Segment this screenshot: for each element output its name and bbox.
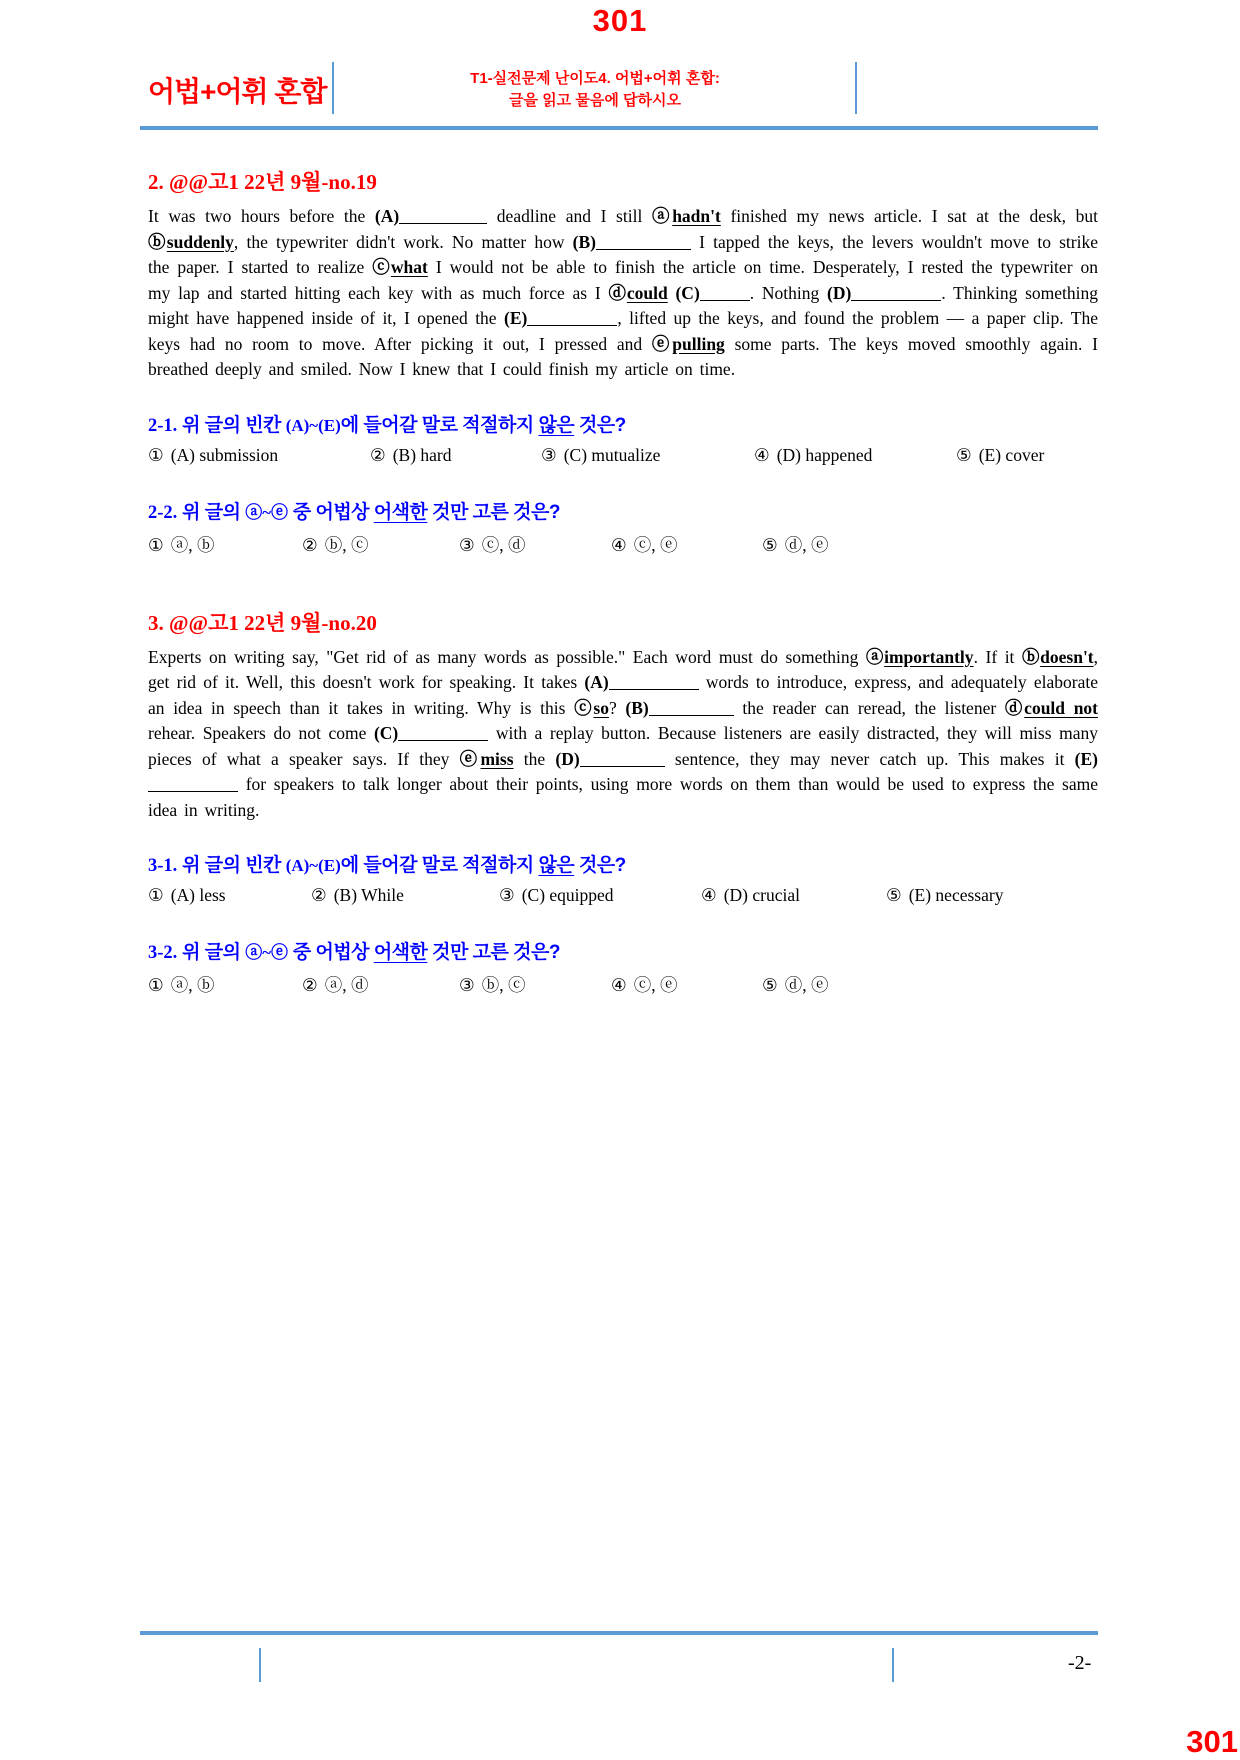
answer-option — [148, 445, 370, 466]
option-number-mark: ⑤ — [956, 444, 972, 465]
text-segment: 위 글의 — [177, 501, 246, 523]
blank-underline — [596, 234, 691, 250]
text-segment: . Thinking something might have happened inside of it, I opened the — [148, 282, 1099, 328]
answer-option — [541, 445, 754, 466]
option-text: ⓒ, ⓓ — [481, 534, 526, 555]
text-segment: finished my news article. I sat at the desk, but — [720, 206, 1098, 226]
page-number-top: 301 — [592, 3, 648, 38]
subquestion-3-2-heading — [148, 937, 1098, 964]
option-text: ⓐ, ⓑ — [170, 975, 215, 995]
answer-option — [148, 532, 302, 557]
option-number-mark: ④ — [701, 885, 717, 905]
option-number-mark: ② — [302, 534, 318, 555]
text-segment: for speakers to talk longer about their points, using more words on them than would be used to express the same idea in writing. — [148, 774, 1098, 820]
header-subtitle — [375, 68, 815, 112]
blank-label: (D) — [555, 748, 580, 769]
subquestion-2-1-label: 2-1. — [148, 415, 178, 436]
option-number-mark: ① — [148, 444, 164, 465]
option-text: ⓒ, ⓔ — [633, 975, 678, 995]
subquestion-3-1-label: 3-1. — [148, 856, 178, 876]
answer-option — [459, 972, 611, 997]
blank-underline — [527, 310, 617, 326]
text-segment: some parts. The keys moved smoothly again. I breathed deeply and smiled. Now I knew that I could finish my article on time. — [148, 333, 1098, 379]
header-rule — [140, 126, 1098, 130]
worksheet-content — [148, 170, 1098, 997]
blank-label: (C) — [675, 282, 700, 303]
underlined-word: suddenly — [166, 231, 234, 252]
subquestion-3-1-heading — [148, 850, 1098, 877]
text-segment: , get rid of it. Well, this doesn't work for speaking. It takes — [148, 646, 1099, 692]
text-segment: 위 글의 — [177, 942, 246, 963]
circled-letter-mark: ⓑ — [148, 231, 167, 252]
blank-label: (D) — [827, 282, 852, 303]
text-segment: deadline and I still — [487, 206, 652, 226]
answer-option — [459, 532, 611, 557]
subquestion-2-1-prompt — [177, 415, 625, 436]
text-segment: 에 들어갈 말로 적절하지 — [340, 855, 539, 876]
circled-letter-mark: ⓑ — [1021, 646, 1041, 667]
option-text: (C) equipped — [521, 885, 614, 905]
option-text: ⓑ, ⓒ — [481, 975, 526, 995]
text-segment: with a replay button. Because listeners are easily distracted, they will miss many pieces of what a speaker says. If they — [148, 723, 1098, 769]
text-segment: 것만 고른 것은? — [427, 942, 560, 963]
underlined-keyword: 않은 — [538, 855, 575, 876]
text-segment: words to introduce, express, and adequately elaborate an idea in speech than it takes in writing. Why is this — [148, 672, 1099, 718]
blank-underline — [649, 700, 734, 716]
text-segment: 중 어법상 — [288, 501, 374, 523]
underlined-word: hadn't — [672, 206, 721, 226]
text-segment: . If it — [973, 646, 1022, 667]
circled-letter-mark: ⓔ — [459, 748, 481, 769]
option-number-mark: ④ — [611, 534, 627, 555]
option-text: (B) hard — [392, 444, 452, 465]
answer-option — [370, 445, 541, 466]
blank-label: (E) — [504, 308, 528, 328]
option-number-mark: ① — [148, 885, 164, 905]
option-text: (C) mutualize — [563, 444, 661, 465]
subquestion-2-2-options — [148, 532, 1098, 557]
answer-option — [754, 445, 956, 466]
question-2-passage — [148, 204, 1098, 383]
blank-underline — [851, 285, 941, 301]
text-segment: 것은? — [574, 855, 626, 876]
header-divider-bar-right — [855, 62, 857, 114]
subquestion-2-1-options — [148, 445, 1098, 466]
underlined-word: miss — [480, 748, 514, 769]
text-segment: , lifted up the keys, and found the problem — a paper clip. The keys had no room to move. After picking it out, I pressed and — [148, 308, 1098, 354]
underlined-word: could — [626, 282, 668, 303]
text-segment: It was two hours before the — [148, 206, 375, 226]
question-2-title: 2. @@고1 22년 9월-no.19 — [148, 170, 377, 194]
underlined-word: doesn't — [1040, 646, 1094, 667]
subquestion-3-2-options — [148, 972, 1098, 997]
text-segment: 에 들어갈 말로 적절하지 — [340, 414, 539, 436]
header-subtitle-line1: T1-실전문제 난이도4. 어법+어휘 혼합: — [470, 70, 720, 87]
blank-label: (A) — [584, 672, 609, 692]
underlined-word: could not — [1024, 697, 1099, 718]
blank-underline — [399, 208, 487, 224]
subquestion-3-2-prompt — [177, 942, 560, 963]
text-segment: 위 글의 빈칸 — [177, 855, 286, 876]
latin-range-label: ⓐ~ⓔ — [245, 502, 289, 522]
header-divider-bar-left — [332, 62, 334, 114]
answer-option — [311, 885, 499, 906]
circled-letter-mark: ⓓ — [608, 282, 627, 303]
blank-label: (E) — [1074, 748, 1098, 769]
latin-range-label: (A)~(E) — [285, 856, 341, 875]
option-text: (D) happened — [776, 444, 873, 465]
option-number-mark: ③ — [499, 885, 515, 905]
text-segment: I tapped the keys, the levers wouldn't move to strike the paper. I started to realize — [148, 231, 1098, 277]
answer-option — [499, 885, 701, 906]
answer-option — [148, 885, 311, 906]
option-number-mark: ③ — [541, 444, 557, 465]
footer-rule — [140, 1631, 1098, 1635]
subquestion-2-2-label: 2-2. — [148, 502, 178, 523]
blank-label: (B) — [625, 697, 649, 718]
blank-underline — [609, 674, 699, 690]
answer-option — [302, 972, 459, 997]
subquestion-2-1-heading — [148, 410, 1098, 437]
answer-option — [302, 532, 459, 557]
answer-option — [611, 532, 762, 557]
blank-label: (C) — [373, 723, 399, 743]
text-segment: , the typewriter didn't work. No matter how — [233, 231, 573, 252]
option-text: ⓐ, ⓓ — [324, 975, 369, 995]
text-segment: 중 어법상 — [288, 942, 374, 963]
text-segment: Experts on writing say, "Get rid of as many words as possible." Each word must do something — [148, 646, 866, 667]
option-number-mark: ② — [370, 444, 386, 465]
footer-page-number: -2- — [1068, 1652, 1092, 1674]
circled-letter-mark: ⓔ — [651, 333, 673, 354]
header-section-title: 어법+어휘 혼합 — [148, 76, 327, 107]
subquestion-3-1-prompt — [177, 855, 625, 876]
blank-label: (B) — [572, 231, 596, 252]
blank-underline — [580, 751, 665, 767]
underlined-word: so — [593, 697, 609, 718]
option-number-mark: ③ — [459, 534, 475, 555]
option-text: ⓓ, ⓔ — [784, 975, 829, 995]
header-subtitle-line2: 글을 읽고 물음에 답하시오 — [509, 92, 681, 109]
underlined-keyword: 어색한 — [373, 942, 428, 963]
option-number-mark: ① — [148, 534, 164, 555]
circled-letter-mark: ⓒ — [574, 697, 594, 718]
option-number-mark: ① — [148, 975, 164, 995]
option-number-mark: ④ — [611, 975, 627, 995]
question-3-passage — [148, 645, 1098, 824]
underlined-word: pulling — [672, 333, 725, 354]
option-text: (D) crucial — [723, 885, 800, 905]
circled-letter-mark: ⓓ — [1004, 697, 1025, 718]
footer-divider-bar-right — [892, 1648, 894, 1682]
subquestion-3-2-label: 3-2. — [148, 943, 178, 963]
text-segment: I would not be able to finish the article on time. Desperately, I rested the typewriter on my lap and started hitting each key with as much force as I — [148, 257, 1099, 303]
latin-range-label: (A)~(E) — [285, 415, 341, 435]
option-number-mark: ③ — [459, 975, 475, 995]
answer-option — [148, 972, 302, 997]
text-segment: sentence, they may never catch up. This makes it — [664, 748, 1075, 769]
option-text: (B) While — [333, 885, 404, 905]
circled-letter-mark: ⓒ — [372, 257, 391, 277]
option-text: ⓓ, ⓔ — [784, 534, 829, 555]
option-text: (E) cover — [978, 444, 1045, 465]
text-segment: ? — [608, 697, 626, 718]
answer-option — [611, 972, 762, 997]
option-number-mark: ⑤ — [886, 885, 902, 905]
footer-divider-bar-left — [259, 1648, 261, 1682]
option-text: ⓐ, ⓑ — [170, 534, 215, 555]
option-number-mark: ⑤ — [762, 975, 778, 995]
blank-underline — [700, 285, 750, 301]
answer-option — [762, 532, 828, 557]
blank-underline — [398, 725, 488, 741]
answer-option — [956, 445, 1044, 466]
subquestion-2-2-prompt — [177, 502, 560, 523]
latin-range-label: ⓐ~ⓔ — [245, 943, 289, 962]
option-text: (E) necessary — [908, 885, 1004, 905]
text-segment: 것만 고른 것은? — [427, 501, 560, 523]
answer-option — [886, 885, 1003, 906]
text-segment: rehear. Speakers do not come — [148, 723, 374, 743]
page-number-bottom: 301 — [1186, 1724, 1238, 1759]
question-3-title: 3. @@고1 22년 9월-no.20 — [148, 610, 377, 635]
option-number-mark: ② — [311, 885, 327, 905]
text-segment: the — [513, 748, 556, 769]
underlined-word: what — [390, 257, 428, 277]
text-segment: 위 글의 빈칸 — [177, 414, 286, 436]
answer-option — [762, 972, 828, 997]
underlined-keyword: 어색한 — [373, 501, 428, 523]
page-header — [0, 60, 1240, 118]
underlined-keyword: 않은 — [538, 414, 575, 436]
subquestion-3-1-options — [148, 885, 1098, 906]
blank-underline — [148, 776, 238, 792]
circled-letter-mark: ⓐ — [651, 206, 673, 226]
underlined-word: importantly — [884, 646, 974, 667]
option-number-mark: ⑤ — [762, 534, 778, 555]
subquestion-2-2-heading — [148, 497, 1098, 524]
text-segment: the reader can reread, the listener — [733, 697, 1005, 718]
option-text: ⓒ, ⓔ — [633, 534, 678, 555]
option-number-mark: ② — [302, 975, 318, 995]
text-segment: 것은? — [574, 414, 626, 436]
option-text: ⓑ, ⓒ — [324, 534, 369, 555]
answer-option — [701, 885, 886, 906]
option-text: (A) less — [170, 885, 226, 905]
text-segment: . Nothing — [749, 282, 828, 303]
option-text: (A) submission — [170, 444, 279, 465]
option-number-mark: ④ — [754, 444, 770, 465]
circled-letter-mark: ⓐ — [865, 646, 885, 667]
blank-label: (A) — [374, 206, 400, 226]
